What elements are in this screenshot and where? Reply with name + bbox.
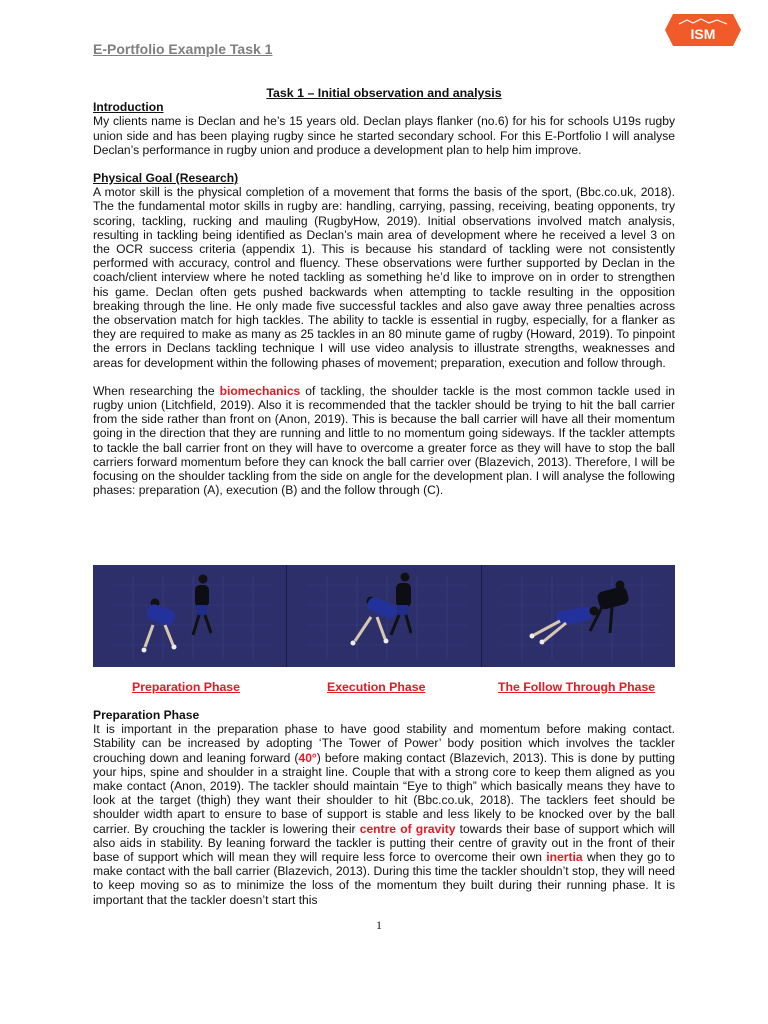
document-body bbox=[93, 86, 675, 497]
preparation-paragraph bbox=[93, 722, 675, 907]
physical-goal-paragraph: A motor skill is the physical completion of a movement that forms the basis of the sport, (Bbc.co.uk, 2018). The the fundamental motor skills in rugby are: handling, carrying, passing, receiving, beating opponents, try scoring, tackling, rucking and mauling (RugbyHow, 2019). Initial observations involved match analysis, resulting in tackling being identified as Declan’s main area of development where he received a level 3 on the OCR success criteria (appendix 1). This is because his standard of tackling were not consistently performed with accuracy, control and fluency. These observations were further supported by Declan in the coach/client interview where he noted tackling as something he’d like to improve on in order to strengthen his game. Declan often gets pushed backwards when attempting to tackle resulting in the opposition breaking through the line. He only made five successful tackles and also gave away three penalties across the observation match for high tackles. The ability to tackle is essential in rugby, especially, for a flanker as they are required to make as many as 25 tackles in an 80 minute game of rugby (Howard, 2019). To pinpoint the errors in Declans tackling technique I will use video analysis to illustrate strengths, weaknesses and areas for development within the following phases of movement; preparation, execution and follow through. bbox=[93, 185, 675, 370]
centre-of-gravity-term: centre of gravity bbox=[359, 821, 456, 836]
preparation-section bbox=[93, 708, 675, 907]
header-title: E-Portfolio Example Task 1 bbox=[93, 41, 273, 57]
introduction-paragraph: My clients name is Declan and he’s 15 years old. Declan plays flanker (no.6) for his for schools U19s rugby union side and has been playing rugby since he started secondary school. For this E-Portfolio I will analyse Declan’s performance in rugby union and produce a development plan to help him improve. bbox=[93, 114, 675, 157]
ism-logo bbox=[665, 14, 741, 46]
biomechanics-paragraph bbox=[93, 384, 675, 498]
figure-captions bbox=[93, 680, 675, 696]
caption-execution: Execution Phase bbox=[327, 680, 426, 694]
biomechanics-term: biomechanics bbox=[219, 383, 301, 398]
preparation-heading: Preparation Phase bbox=[93, 708, 200, 722]
inertia-term: inertia bbox=[546, 850, 583, 865]
prep-text-1: It is important in the preparation phase to have good stability and momentum before making contact. Stability can be increased by adopting ‘The Tower of Power’ body position which involves the tackler crouching down and leaning forward ( bbox=[93, 722, 675, 765]
prep-text-2: ) before making contact (Blazevich, 2013). This is done by putting your hips, spine and shoulder in a straight line. Couple that with a strong core to keep them aligned as you make contact (Anon, 2019). The tackler should maintain “Eye to thigh” which basically means they have to look at the target (thigh) they want their shoulder to hit (Bbc.co.uk, 2018). The tacklers feet should be shoulder width apart to ensure to base of support is stable and less likely to be knocked over by the ball carrier. By crouching the tackler is lowering their bbox=[93, 750, 676, 836]
prep-text-4: when they go to make contact with the ball carrier (Blazevich, 2013). During this time the tackler shouldn’t stop, they will need to keep moving so as to minimize the loss of the momentum they built during their running phase. It is important that the tackler doesn’t start this bbox=[93, 850, 675, 907]
angle-term: 40° bbox=[298, 750, 317, 765]
tackle-phases-figure bbox=[93, 565, 675, 667]
page-number: 1 bbox=[376, 918, 382, 932]
biomech-text-2: of tackling, the shoulder tackle is the most common tackle used in rugby union (Litchfield, 2019). Also it is recommended that the tackler should be trying to hit the ball carrier from the side rather than front on (Anon, 2019). This is because the ball carrier will have all their momentum going in the direction that they are running and little to no momentum going sideways. If the tackler attempts to tackle the ball carrier front on they will have to overcome a greater force as they will have to stop the ball carriers forward momentum before they can knock the ball carrier over (Blazevich, 2013). Therefore, I will be focusing on the shoulder tackling from the side on angle for the development plan. I will analyse the following phases: preparation (A), execution (B) and the follow through (C). bbox=[93, 383, 675, 498]
logo-text: ISM bbox=[690, 26, 716, 42]
biomech-text-1: When researching the bbox=[93, 383, 220, 398]
prep-text-3: towards their base of support which will also aids in stability. By leaning forward the tackler is putting their centre of gravity out in the front of their base of support which will mean they will require less force to overcome their own bbox=[93, 821, 675, 865]
caption-preparation: Preparation Phase bbox=[132, 680, 240, 694]
follow-through-phase-image bbox=[482, 565, 675, 667]
caption-follow-through: The Follow Through Phase bbox=[498, 680, 656, 694]
physical-goal-heading: Physical Goal (Research) bbox=[93, 171, 239, 186]
preparation-phase-image bbox=[93, 565, 287, 667]
introduction-heading: Introduction bbox=[93, 100, 164, 115]
execution-phase-image bbox=[287, 565, 481, 667]
task-title: Task 1 – Initial observation and analysis bbox=[266, 86, 502, 100]
